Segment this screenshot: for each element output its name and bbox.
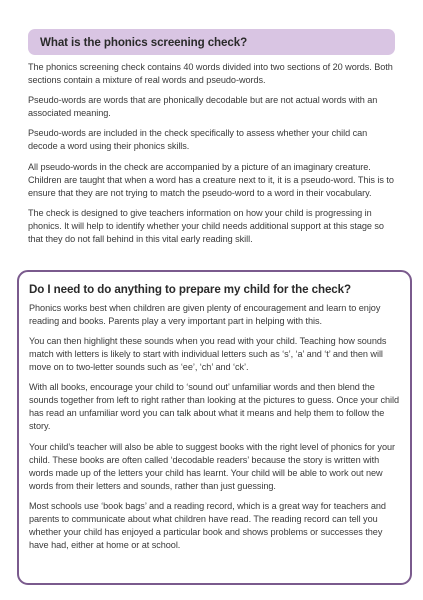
section-header-bar — [28, 29, 395, 55]
prepare-child-box — [17, 270, 412, 585]
paragraph: The check is designed to give teachers information on how your child is progressing in phonics. It will help to identify whether your child needs additional support at this stage so that they do not fall behind in this vital early reading skill. — [28, 207, 384, 244]
section-body — [28, 61, 395, 246]
paragraph: Your child’s teacher will also be able to suggest books with the right level of phonics for your child. These books are often called ‘decodable readers’ because the story is written with words made up of the letters your child has learnt. Your child will be able to work out new words from their letters and sounds, rather than just guessing. — [29, 441, 395, 491]
paragraph: Phonics works best when children are given plenty of encouragement and learn to enjoy reading and books. Parents play a very important part in helping with this. — [29, 303, 381, 326]
section-title: What is the phonics screening check? — [40, 35, 248, 49]
paragraph: You can then highlight these sounds when you read with your child. Teaching how sounds match with letters is likely to start with individual letters such as ‘s’, ‘a’ and ‘t’ and then will move on to two-letter sounds such as ‘ee’, ‘ch’ and ‘ck’. — [29, 336, 387, 373]
paragraph: The phonics screening check contains 40 words divided into two sections of 20 words. Both sections contain a mixture of real words and pseudo-words. — [28, 62, 393, 85]
box-title: Do I need to do anything to prepare my child for the check? — [29, 283, 351, 296]
phonics-check-section — [28, 29, 395, 253]
paragraph: All pseudo-words in the check are accompanied by a picture of an imaginary creature. Children are taught that when a word has a creature next to it, it is a pseudo-word. This is to ensure that they are not trying to match the pseudo-word to a word in their vocabulary. — [28, 161, 394, 198]
box-content — [29, 283, 401, 559]
paragraph: Most schools use ‘book bags’ and a reading record, which is a great way for teachers and parents to communicate about what children have read. The reading record can tell you whether your child has enjoyed a particular book and shows problems or successes they have had, either at home or at school. — [29, 500, 386, 550]
paragraph: Pseudo-words are included in the check specifically to assess whether your child can decode a word using their phonics skills. — [28, 128, 368, 152]
paragraph: Pseudo-words are words that are phonically decodable but are not actual words with an associated meaning. — [28, 95, 378, 119]
paragraph: With all books, encourage your child to ‘sound out’ unfamiliar words and then blend the sounds together from left to right rather than looking at the pictures to guess. Once your child has read an unfamiliar word you can talk about what it means and help them to follow the story. — [29, 382, 400, 432]
